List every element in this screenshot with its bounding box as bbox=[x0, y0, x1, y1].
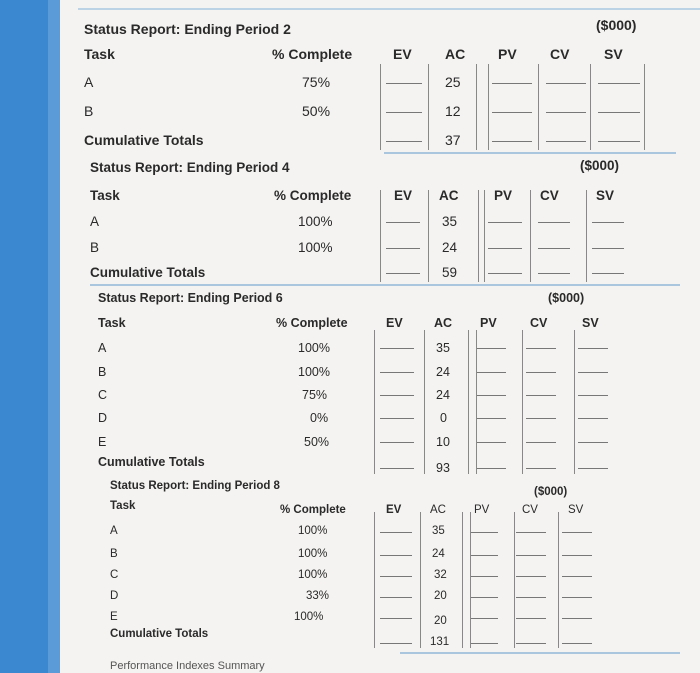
ac-cell: 10 bbox=[436, 435, 450, 449]
blank-dash bbox=[578, 372, 608, 373]
ac-cell: 0 bbox=[440, 411, 447, 425]
ev-blank-dash bbox=[380, 643, 412, 644]
blank-dash bbox=[516, 532, 546, 533]
blank-dash bbox=[578, 442, 608, 443]
col-pct-header: % Complete bbox=[280, 504, 346, 516]
ev-blank-dash bbox=[380, 555, 412, 556]
report-title: Status Report: Ending Period 8 bbox=[110, 480, 280, 492]
blank-dash bbox=[562, 618, 592, 619]
blank-dash bbox=[516, 643, 546, 644]
blank-dash bbox=[526, 418, 556, 419]
column-rule bbox=[574, 330, 575, 474]
col-cv-header: CV bbox=[530, 316, 548, 330]
pct-cell: 75% bbox=[302, 74, 331, 90]
ev-blank-dash bbox=[386, 83, 422, 84]
totals-ac: 37 bbox=[445, 132, 461, 148]
blank-dash bbox=[562, 576, 592, 577]
column-rule bbox=[644, 64, 645, 150]
totals-ac: 93 bbox=[436, 461, 450, 475]
task-cell: A bbox=[90, 214, 100, 229]
column-rule bbox=[514, 512, 515, 648]
ac-cell: 24 bbox=[442, 240, 458, 255]
task-cell: E bbox=[110, 611, 118, 623]
blank-dash bbox=[476, 442, 506, 443]
blank-dash bbox=[516, 576, 546, 577]
column-rule bbox=[484, 190, 485, 282]
pct-cell: 50% bbox=[304, 435, 330, 449]
column-rule bbox=[424, 330, 425, 474]
blank-dash bbox=[592, 273, 624, 274]
ev-blank-dash bbox=[386, 112, 422, 113]
ev-blank-dash bbox=[380, 418, 414, 419]
blank-dash bbox=[538, 273, 570, 274]
blank-dash bbox=[562, 555, 592, 556]
pct-cell: 100% bbox=[298, 548, 328, 560]
column-rule bbox=[428, 64, 429, 150]
column-rule bbox=[522, 330, 523, 474]
report-period-4 bbox=[90, 156, 680, 286]
col-pv-header: PV bbox=[498, 46, 517, 62]
units-label: ($000) bbox=[534, 486, 568, 498]
column-rule bbox=[468, 330, 469, 474]
pct-cell: 100% bbox=[298, 214, 333, 229]
task-cell: C bbox=[110, 569, 119, 581]
blank-dash bbox=[562, 532, 592, 533]
ev-blank-dash bbox=[380, 395, 414, 396]
col-ev-header: EV bbox=[386, 504, 402, 516]
col-sv-header: SV bbox=[568, 504, 584, 516]
ac-cell: 24 bbox=[436, 388, 450, 402]
blank-dash bbox=[470, 532, 498, 533]
ev-blank-dash bbox=[380, 442, 414, 443]
ac-cell: 35 bbox=[442, 214, 458, 229]
col-task-header: Task bbox=[110, 500, 136, 512]
pct-cell: 100% bbox=[298, 525, 328, 537]
blank-dash bbox=[476, 348, 506, 349]
col-ac-header: AC bbox=[434, 316, 453, 330]
task-cell: A bbox=[98, 341, 107, 355]
blank-dash bbox=[598, 83, 640, 84]
totals-label: Cumulative Totals bbox=[98, 455, 205, 469]
column-rule bbox=[538, 64, 539, 150]
ac-cell: 24 bbox=[436, 365, 450, 379]
ev-blank-dash bbox=[386, 273, 420, 274]
ev-blank-dash bbox=[386, 141, 422, 142]
blank-dash bbox=[538, 222, 570, 223]
col-cv-header: CV bbox=[522, 504, 538, 516]
report-period-8 bbox=[110, 478, 680, 672]
column-rule bbox=[478, 190, 479, 282]
pct-cell: 100% bbox=[298, 365, 330, 379]
ev-blank-dash bbox=[380, 576, 412, 577]
blank-dash bbox=[476, 418, 506, 419]
col-pv-header: PV bbox=[480, 316, 497, 330]
ev-blank-dash bbox=[380, 348, 414, 349]
col-ac-header: AC bbox=[430, 504, 446, 516]
blank-dash bbox=[526, 372, 556, 373]
column-rule bbox=[428, 190, 429, 282]
blank-dash bbox=[546, 83, 586, 84]
pct-cell: 100% bbox=[294, 611, 324, 623]
blank-dash bbox=[592, 248, 624, 249]
task-cell: A bbox=[84, 74, 94, 90]
col-ev-header: EV bbox=[394, 188, 413, 203]
blank-dash bbox=[562, 597, 592, 598]
column-rule bbox=[590, 64, 591, 150]
task-cell: B bbox=[98, 365, 107, 379]
column-rule bbox=[374, 330, 375, 474]
blank-dash bbox=[526, 442, 556, 443]
blank-dash bbox=[488, 222, 522, 223]
pct-cell: 33% bbox=[306, 590, 330, 602]
totals-ac: 59 bbox=[442, 265, 458, 280]
blank-dash bbox=[578, 468, 608, 469]
task-cell: B bbox=[84, 103, 94, 119]
blank-dash bbox=[488, 273, 522, 274]
ev-blank-dash bbox=[380, 468, 414, 469]
ac-cell: 20 bbox=[434, 590, 447, 602]
column-rule bbox=[586, 190, 587, 282]
col-cv-header: CV bbox=[550, 46, 570, 62]
blank-dash bbox=[476, 395, 506, 396]
pct-cell: 100% bbox=[298, 569, 328, 581]
column-rule bbox=[420, 512, 421, 648]
col-pv-header: PV bbox=[474, 504, 490, 516]
blank-dash bbox=[470, 643, 498, 644]
totals-label: Cumulative Totals bbox=[110, 628, 209, 640]
blank-dash bbox=[526, 348, 556, 349]
blank-dash bbox=[476, 468, 506, 469]
column-rule bbox=[476, 64, 477, 150]
pct-cell: 50% bbox=[302, 103, 331, 119]
blank-dash bbox=[492, 112, 532, 113]
col-pct-header: % Complete bbox=[272, 46, 353, 62]
column-rule bbox=[380, 190, 381, 282]
units-label: ($000) bbox=[596, 17, 637, 33]
blank-dash bbox=[546, 112, 586, 113]
blank-dash bbox=[578, 418, 608, 419]
totals-label: Cumulative Totals bbox=[90, 265, 206, 280]
blank-dash bbox=[470, 618, 498, 619]
col-ev-header: EV bbox=[386, 316, 403, 330]
pct-cell: 0% bbox=[310, 411, 329, 425]
totals-label: Cumulative Totals bbox=[84, 132, 204, 148]
col-cv-header: CV bbox=[540, 188, 559, 203]
task-cell: D bbox=[110, 590, 119, 602]
blank-dash bbox=[526, 468, 556, 469]
task-cell: E bbox=[98, 435, 107, 449]
units-label: ($000) bbox=[580, 158, 620, 173]
pct-cell: 100% bbox=[298, 341, 330, 355]
column-rule bbox=[530, 190, 531, 282]
blank-dash bbox=[592, 222, 624, 223]
column-rule bbox=[380, 64, 381, 150]
blank-dash bbox=[578, 395, 608, 396]
col-task-header: Task bbox=[98, 316, 126, 330]
column-rule bbox=[470, 512, 471, 648]
report-title: Status Report: Ending Period 6 bbox=[98, 291, 283, 305]
col-sv-header: SV bbox=[596, 188, 615, 203]
col-pct-header: % Complete bbox=[276, 316, 348, 330]
ev-blank-dash bbox=[380, 372, 414, 373]
ac-cell: 35 bbox=[436, 341, 450, 355]
pct-cell: 100% bbox=[298, 240, 333, 255]
blank-dash bbox=[562, 643, 592, 644]
ac-cell: 35 bbox=[432, 525, 445, 537]
blank-dash bbox=[516, 555, 546, 556]
blank-dash bbox=[492, 83, 532, 84]
blank-dash bbox=[492, 141, 532, 142]
units-label: ($000) bbox=[548, 291, 585, 305]
blank-dash bbox=[470, 576, 498, 577]
report-period-6 bbox=[98, 288, 680, 478]
blank-dash bbox=[476, 372, 506, 373]
ev-blank-dash bbox=[380, 597, 412, 598]
col-ac-header: AC bbox=[445, 46, 466, 62]
blank-dash bbox=[598, 112, 640, 113]
col-sv-header: SV bbox=[604, 46, 623, 62]
col-ac-header: AC bbox=[439, 188, 459, 203]
task-cell: B bbox=[110, 548, 118, 560]
pct-cell: 75% bbox=[302, 388, 328, 402]
ev-blank-dash bbox=[386, 222, 420, 223]
left-blue-bar bbox=[0, 0, 60, 673]
blank-dash bbox=[470, 555, 498, 556]
ev-blank-dash bbox=[380, 532, 412, 533]
footer-label: Performance Indexes Summary bbox=[110, 660, 265, 672]
column-rule bbox=[374, 512, 375, 648]
report-title: Status Report: Ending Period 4 bbox=[90, 160, 290, 175]
col-ev-header: EV bbox=[393, 46, 412, 62]
column-rule bbox=[476, 330, 477, 474]
task-cell: C bbox=[98, 388, 108, 402]
totals-ac: 131 bbox=[430, 636, 450, 648]
blank-dash bbox=[470, 597, 498, 598]
task-cell: D bbox=[98, 411, 108, 425]
blank-dash bbox=[578, 348, 608, 349]
blank-dash bbox=[488, 248, 522, 249]
ev-blank-dash bbox=[380, 618, 412, 619]
ac-cell: 12 bbox=[445, 103, 461, 119]
col-pv-header: PV bbox=[494, 188, 513, 203]
ac-cell: 25 bbox=[445, 74, 461, 90]
column-rule bbox=[462, 512, 463, 648]
column-rule bbox=[488, 64, 489, 150]
ac-cell: 32 bbox=[434, 569, 447, 581]
report-title: Status Report: Ending Period 2 bbox=[84, 21, 291, 37]
col-task-header: Task bbox=[90, 188, 120, 203]
task-cell: A bbox=[110, 525, 118, 537]
ev-blank-dash bbox=[386, 248, 420, 249]
col-pct-header: % Complete bbox=[274, 188, 352, 203]
blank-dash bbox=[526, 395, 556, 396]
col-sv-header: SV bbox=[582, 316, 599, 330]
column-rule bbox=[558, 512, 559, 648]
task-cell: B bbox=[90, 240, 100, 255]
status-report-sheet bbox=[60, 0, 700, 673]
blank-dash bbox=[516, 618, 546, 619]
col-task-header: Task bbox=[84, 46, 115, 62]
ac-cell: 24 bbox=[432, 548, 445, 560]
blank-dash bbox=[546, 141, 586, 142]
blank-dash bbox=[538, 248, 570, 249]
blank-dash bbox=[598, 141, 640, 142]
ac-cell: 20 bbox=[434, 615, 447, 627]
blank-dash bbox=[516, 597, 546, 598]
